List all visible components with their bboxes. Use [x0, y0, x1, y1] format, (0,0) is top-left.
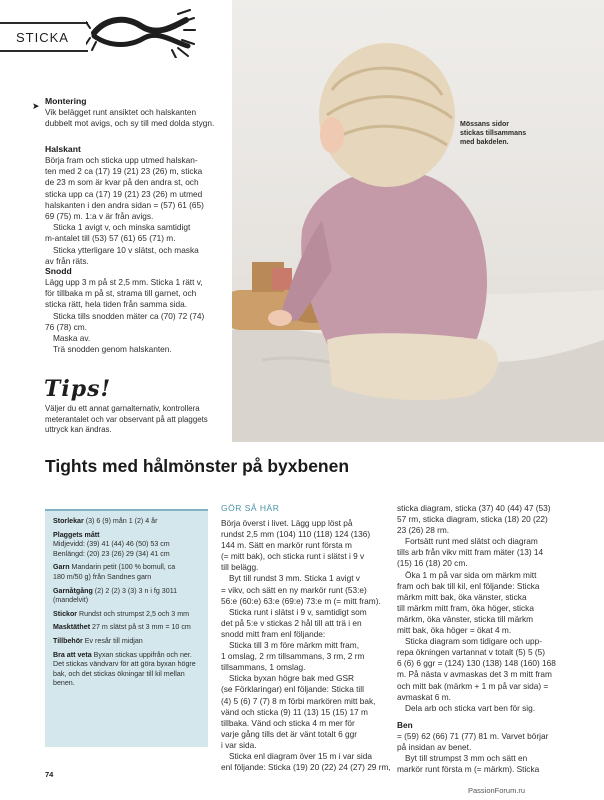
montering-heading: Montering — [45, 96, 87, 106]
bra-line-3: bak, och det stickas ökningar till kil mellan — [53, 669, 185, 678]
halskant-heading: Halskant — [45, 144, 81, 154]
text-line: fram och bak till kil, enl följande: Sticka — [397, 580, 540, 591]
masktathet-line — [53, 623, 200, 633]
caption-line: Mössans sidor — [460, 121, 510, 128]
stickor-line — [53, 610, 200, 620]
text-line: markör runt första m (= märkm). Sticka — [397, 764, 540, 775]
text-line: Sticka tills snodden mäter ca (70) 72 (74) — [53, 310, 205, 321]
garnatgang-line — [53, 587, 200, 597]
text-line: snodd mitt fram enl följande: — [221, 628, 326, 639]
text-line: (= mitt bak), och sticka runt i slätst i 9 v — [221, 551, 365, 562]
text-line: (4) 5 (6) 7 (7) 8 m förbi markören mitt bak, — [221, 695, 376, 706]
text-line: Sticka enl diagram över 15 m i var sida — [229, 750, 372, 761]
text-line: Byt till strumpst 3 mm och sätt en — [405, 753, 528, 764]
info-label: Tillbehör — [53, 636, 83, 645]
text-line: rundst 2,5 mm (104) 110 (118) 124 (136) — [221, 529, 371, 540]
text-line: till belägg. — [221, 562, 259, 573]
info-value: Ev resår till midjan — [82, 636, 143, 645]
text-line: det på 5:e v stickas 2 hål till att trä i en — [221, 617, 362, 628]
info-label: Stickor — [53, 609, 78, 618]
bullet-arrow-icon: ➤ — [32, 101, 40, 111]
text-line: meterantalet och var observant på att plaggets — [45, 414, 208, 424]
text-line: = vikv, och sätt en ny markör runt (53:e) — [221, 584, 367, 595]
text-line: Sticka runt i slätst i 9 v, samtidigt som — [229, 606, 367, 617]
photo-caption — [460, 120, 526, 147]
text-line: Byt till rundst 3 mm. Sticka 1 avigt v — [229, 573, 360, 584]
steps-column-2 — [397, 503, 567, 775]
text-line: märkm, öka vänster, sticka till märkm — [397, 613, 534, 624]
text-line: = (59) 62 (66) 71 (77) 81 m. Varvet börjar — [397, 730, 549, 741]
halskant-text — [45, 155, 225, 267]
garn-line — [53, 563, 200, 573]
text-line: enl följande: Sticka (19) 20 (22) 24 (27) 29 rm, — [221, 762, 391, 773]
text-line: halskanten i den andra sidan = (57) 61 (65) — [45, 199, 204, 210]
text-line: avmaskat 6 m. — [397, 691, 451, 702]
text-line: 57 rm, sticka diagram, sticka (18) 20 (22) — [397, 514, 548, 525]
info-label: Bra att veta — [53, 650, 92, 659]
text-line: m. På nästa v avmaskas det 3 m mitt fram — [397, 669, 552, 680]
text-line: Maska av. — [53, 333, 91, 344]
page-number: 74 — [45, 770, 54, 779]
text-line: Sticka byxan högre bak med GSR — [229, 673, 354, 684]
section-label: STICKA — [16, 30, 69, 45]
text-line: Sticka ytterligare 10 v slätst, och maska — [53, 244, 199, 255]
text-line: Sticka 1 avigt v, och minska samtidigt — [53, 222, 191, 233]
snodd-heading: Snodd — [45, 266, 72, 276]
baby-photo — [232, 0, 604, 442]
text-line: mitt bak, öka höger = ökat 4 m. — [397, 625, 512, 636]
text-line: de 23 m som är kvar på den andra st, och — [45, 177, 199, 188]
info-label: Masktäthet — [53, 623, 91, 632]
text-line: till märkm mitt fram, öka höger, sticka — [397, 602, 534, 613]
text-line: av från räts. — [45, 255, 89, 266]
bra-line-2: Det stickas vändvarv för att göra byxan högre — [53, 660, 196, 669]
storlekar-line — [53, 517, 200, 527]
text-line: tillbaka. Vänd och sticka 4 m mer för — [221, 717, 355, 728]
text-line: 56:e (60:e) 63:e (69:e) 73:e m (= mitt fram). — [221, 595, 381, 606]
steps-column-1 — [221, 518, 393, 773]
photo-illustration — [232, 0, 604, 442]
text-line: märkm mitt bak, öka vänster, sticka — [397, 591, 527, 602]
caption-line: stickas tillsammans — [460, 130, 527, 137]
info-content — [45, 511, 208, 695]
text-line: vänd och sticka (9) 11 (13) 15 (15) 17 m — [221, 706, 368, 717]
text-line: 76 (78) cm. — [45, 321, 87, 332]
matt-heading — [53, 531, 200, 541]
text-line: tillsammans, 1 omslag. — [221, 662, 306, 673]
text-line: Öka 1 m på var sida om märkm mitt — [405, 569, 537, 580]
text-line: tills arb från vikv mitt fram mäter (13) 14 — [397, 547, 544, 558]
text-line: Sticka till 3 m före märkm mitt fram, — [229, 640, 359, 651]
text-line: (se Förklaringar) enl följande: Sticka till — [221, 684, 364, 695]
benlangd-line: Benlängd: (20) 23 (26) 29 (34) 41 cm — [53, 549, 170, 558]
info-value: Byxan stickas uppifrån och ner. — [91, 650, 192, 659]
bra-line — [53, 651, 200, 661]
text-line: Börja överst i livet. Lägg upp löst på — [221, 518, 353, 528]
text-line: Lägg upp 3 m på st 2,5 mm. Sticka 1 rätt v, — [45, 277, 203, 287]
text-line: 23 (26) 28 rm. — [397, 525, 450, 536]
text-line: varje gång tills det är vänt totalt 6 ggr — [221, 728, 358, 739]
caption-line: med bakdelen. — [460, 139, 509, 146]
bra-line-4: benen. — [53, 679, 75, 688]
watermark: PassionForum.ru — [468, 786, 526, 795]
info-label: Storlekar — [53, 517, 84, 525]
text-line: 6 (6) 6 ggr = (124) 130 (138) 148 (160) 168 — [397, 658, 556, 669]
info-label: Garnåtgång — [53, 586, 93, 595]
info-value: (2) 2 (2) 3 (3) 3 n i fg 3011 — [92, 586, 178, 595]
text-line: Fortsätt runt med slätst och diagram — [405, 536, 538, 547]
text-line: och mitt bak (märkm + 1 m på var sida) = — [397, 680, 549, 691]
garnatgang-line-2: (mandelvit) — [53, 596, 89, 605]
text-line: Sticka diagram som tidigare och upp- — [405, 636, 542, 647]
text-line: (15) 16 (18) 20 cm. — [397, 558, 468, 569]
steps-heading: GÖR SÅ HÄR — [221, 503, 280, 513]
info-label: Garn — [53, 563, 70, 572]
text-line: uttryck kan ändras. — [45, 425, 112, 434]
text-line: m-antalet till (53) 57 (61) 65 (71) m. — [45, 233, 176, 244]
text-line: repa ökningen vartannat v totalt (5) 5 (5) — [397, 647, 546, 658]
text-line: på insidan av benet. — [397, 741, 472, 752]
text-line: 144 m. Sätt en markör runt första m — [221, 540, 352, 551]
snodd-text — [45, 277, 225, 355]
text-line: i var sida. — [221, 739, 257, 750]
yarn-skein-icon — [86, 8, 196, 58]
pattern-title: Tights med hålmönster på byxbenen — [45, 456, 350, 476]
tillbehor-line — [53, 637, 200, 647]
text-line: ten med 2 ca (17) 19 (21) 23 (26) m, sticka — [45, 166, 203, 177]
text-line: sticka diagram, sticka (37) 40 (44) 47 (53) — [397, 503, 551, 513]
text-line: 69 (75) m. 1:a v är från avigs. — [45, 211, 154, 222]
pattern-info-box — [45, 509, 208, 747]
text-line: sticka rätt, hela tiden från samma sida. — [45, 299, 188, 310]
midjevidd-line: Midjevidd: (39) 41 (44) 46 (50) 53 cm — [53, 540, 170, 549]
text-line: för tillbaka m på st, strama till garnet, och — [45, 288, 197, 299]
tips-title: Tips! — [44, 376, 112, 402]
info-value: Rundst och strumpst 2,5 och 3 mm — [77, 609, 190, 618]
info-value: 27 m slätst på st 3 mm = 10 cm — [90, 623, 191, 632]
text-line: Börja fram och sticka upp utmed halskan- — [45, 155, 198, 165]
text-line: 1 omslag, 2 rm tillsammans, 3 rm, 2 rm — [221, 651, 365, 662]
tips-text — [45, 404, 225, 436]
ben-heading: Ben — [397, 719, 413, 730]
text-line: sticka upp ca (17) 19 (21) 23 (26) m utmed — [45, 188, 203, 199]
info-label: Plaggets mått — [53, 530, 100, 539]
garn-line-2: 180 m/50 g) från Sandnes garn — [53, 572, 152, 581]
info-value: (3) 6 (9) mån 1 (2) 4 år — [83, 517, 158, 525]
text-line: Väljer du ett annat garnalternativ, kontrollera — [45, 404, 200, 413]
montering-text: Vik belägget runt ansiktet och halskanten dubbelt mot avigs, och sy till med dolda stygn. — [45, 107, 215, 129]
text-line: Trä snodden genom halskanten. — [53, 344, 172, 355]
info-value: Mandarin petit (100 % bomull, ca — [69, 563, 176, 572]
text-line: Dela arb och sticka vart ben för sig. — [405, 702, 536, 713]
